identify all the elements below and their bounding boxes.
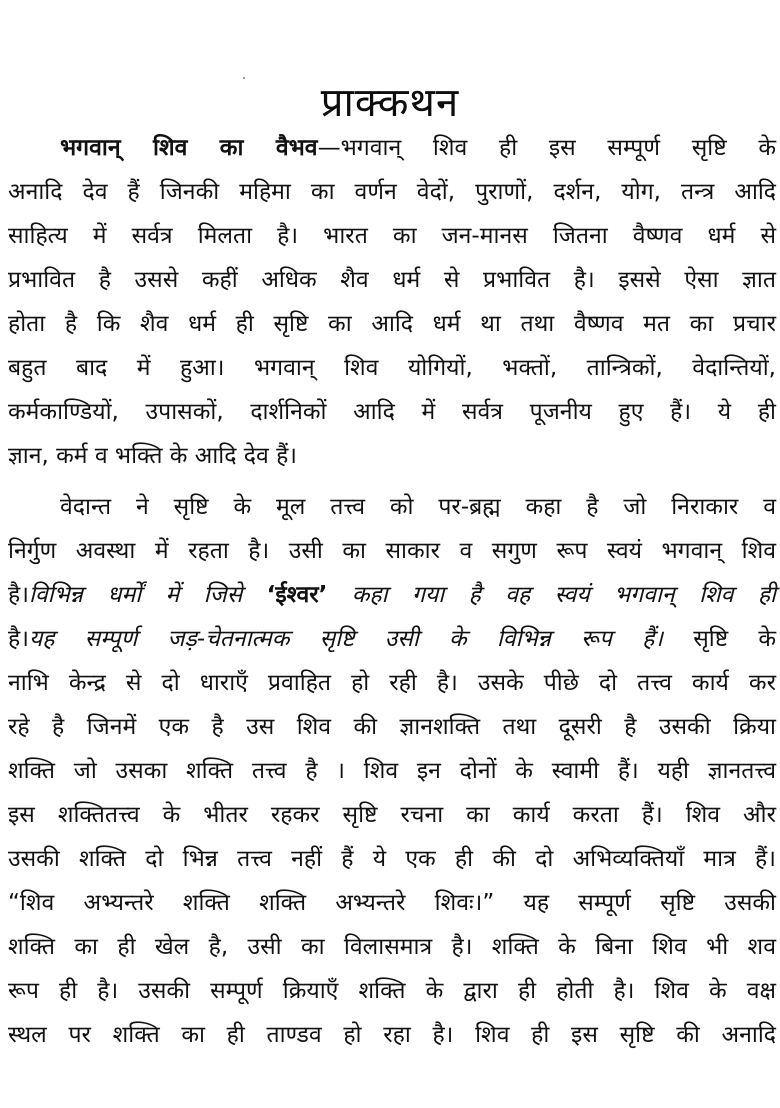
italic-text: यह सम्पूर्ण जड़-चेतनात्मक सृष्टि उसी के विभिन्न रूप हैं।: [28, 626, 664, 652]
paragraph-1-line-3: साहित्य में सर्वत्र मिलता है। भारत का जन-मानस जितना वैष्णव धर्म से: [8, 223, 776, 249]
paragraph-2-line-4: [8, 619, 776, 659]
paragraph-2-line-7: शक्ति जो उसका शक्ति तत्त्व है । शिव इन दोनों के स्वामी हैं। यही ज्ञानतत्त्व: [8, 758, 776, 784]
line-text: —भगवान् शिव ही इस सम्पूर्ण सृष्टि के: [317, 135, 776, 161]
paragraph-1-line-6: बहुत बाद में हुआ। भगवान् शिव योगियों, भक्तों, तान्त्रिकों, वेदान्तियों,: [8, 355, 776, 381]
italic-text: कहा गया है वह स्वयं भगवान् शिव ही: [327, 582, 777, 608]
paragraph-1-line-2: अनादि देव हैं जिनकी महिमा का वर्णन वेदों, पुराणों, दर्शन, योग, तन्त्र आदि: [8, 179, 776, 205]
paragraph-2-line-8: इस शक्तितत्त्व के भीतर रहकर सृष्टि रचना का कार्य करता हैं। शिव और: [8, 802, 776, 828]
paragraph-1-line-1: [60, 128, 776, 168]
quoted-term: ‘ईश्वर’: [266, 582, 328, 608]
paragraph-1-line-7: कर्मकाण्डियों, उपासकों, दार्शनिकों आदि में सर्वत्र पूजनीय हुए हैं। ये ही: [8, 399, 776, 425]
paragraph-2-line-2: निर्गुण अवस्था में रहता है। उसी का साकार व सगुण रूप स्वयं भगवान् शिव: [8, 538, 776, 564]
line-text: सृष्टि के: [663, 626, 776, 652]
paragraph-1-line-8: ज्ञान, कर्म व भक्ति के आदि देव हैं।: [8, 443, 297, 469]
page-title: प्राक्कथन: [320, 79, 460, 126]
paragraph-1-line-5: होता है कि शैव धर्म ही सृष्टि का आदि धर्म था तथा वैष्णव मत का प्रचार: [8, 311, 776, 337]
paragraph-2-line-1: वेदान्त ने सृष्टि के मूल तत्त्व को पर-ब्रह्म कहा है जो निराकार व: [60, 494, 776, 520]
line-text: है।: [8, 626, 29, 652]
paragraph-2-line-13: स्थल पर शक्ति का ही ताण्डव हो रहा है। शिव ही इस सृष्टि की अनादि: [8, 1022, 776, 1048]
paragraph-2-line-12: रूप ही है। उसकी सम्पूर्ण क्रियाएँ शक्ति के द्वारा ही होती है। शिव के वक्ष: [8, 978, 776, 1004]
paragraph-2-line-5: नाभि केन्द्र से दो धाराएँ प्रवाहित हो रही है। उसके पीछे दो तत्त्व कार्य कर: [8, 670, 776, 696]
paragraph-2-line-11: शक्ति का ही खेल है, उसी का विलासमात्र है। शक्ति के बिना शिव भी शव: [8, 934, 776, 960]
paragraph-2-line-10: “शिव अभ्यन्तरे शक्ति शक्ति अभ्यन्तरे शिवः।” यह सम्पूर्ण सृष्टि उसकी: [8, 890, 776, 916]
paragraph-2-line-3: [8, 575, 776, 615]
paragraph-2-line-9: उसकी शक्ति दो भिन्न तत्त्व नहीं हैं ये एक ही की दो अभिव्यक्तियाँ मात्र हैं।: [8, 846, 776, 872]
paragraph-1-line-4: प्रभावित है उससे कहीं अधिक शैव धर्म से प्रभावित है। इससे ऐसा ज्ञात: [8, 267, 776, 293]
italic-text: विभिन्न धर्मों में जिसे: [28, 582, 267, 608]
paragraph-2-line-6: रहे है जिनमें एक है उस शिव की ज्ञानशक्ति तथा दूसरी है उसकी क्रिया: [8, 714, 776, 740]
section-heading: भगवान् शिव का वैभव: [60, 135, 318, 161]
line-text: है।: [8, 582, 29, 608]
